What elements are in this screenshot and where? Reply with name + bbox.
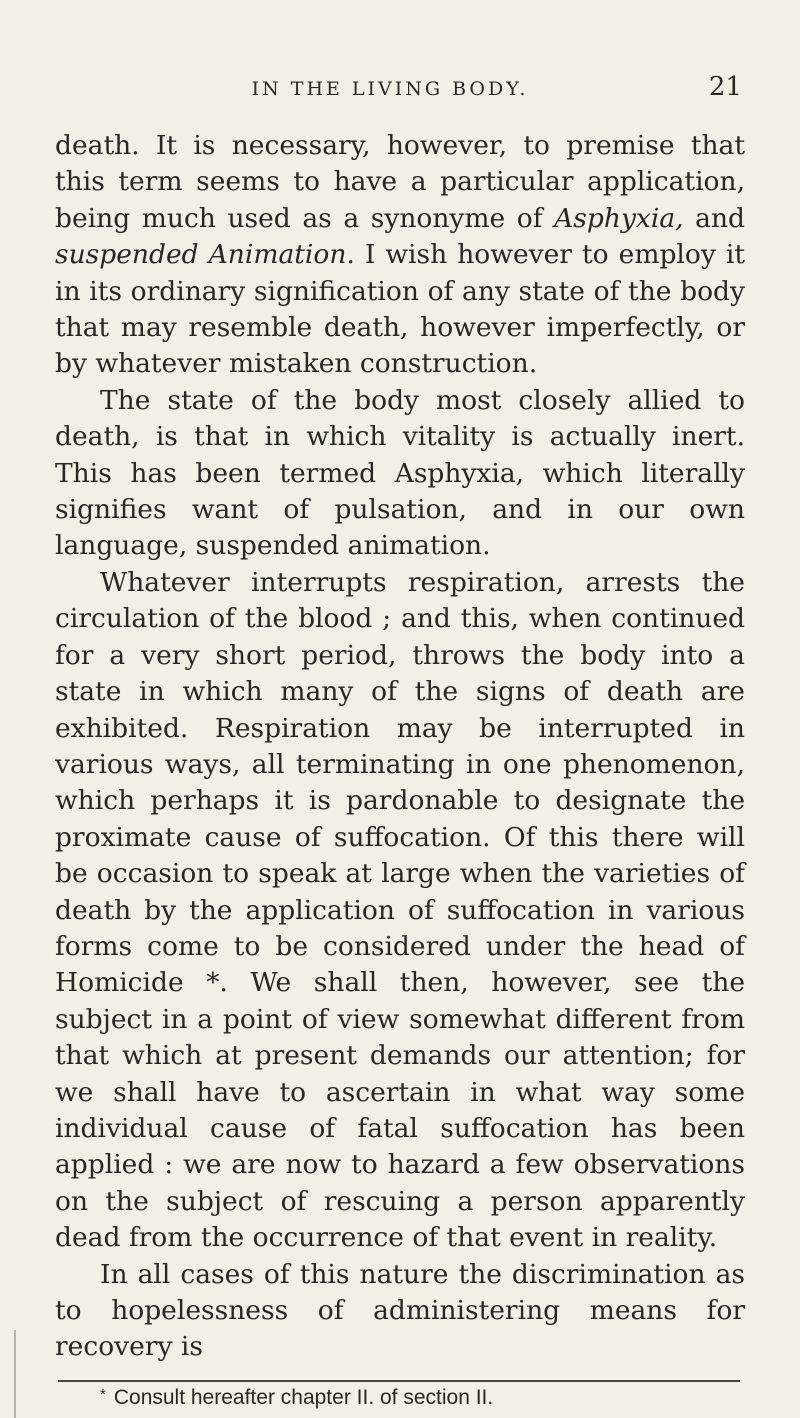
paragraph-1-text-b: and — [683, 202, 745, 234]
paragraph-1-text-a: death. It is necessary, however, to premise that this term seems to have a particular application, being much used as a synonyme of — [55, 130, 745, 234]
term-suspended-animation: suspended Animation. — [55, 239, 355, 271]
paragraph-2: The state of the body most closely allied to death, is that in which vitality is actually inert. This has been termed Asphyxia, which literally signifies want of pulsation, and in our own language, suspended animation. — [55, 384, 745, 562]
paragraph-1 — [55, 128, 745, 383]
paragraph-4: In all cases of this nature the discrimination as to hopelessness of administering means for recovery is — [55, 1258, 745, 1363]
running-head: IN THE LIVING BODY. — [251, 78, 529, 100]
footnote-marker: * — [100, 1386, 106, 1403]
paragraph-1-text-c: I wish however to employ it in its ordinary signification of any state of the body that may resemble death, however imperfectly, or by whatever mistaken construction. — [55, 239, 745, 380]
footnote-rule — [58, 1380, 740, 1382]
term-asphyxia: Asphyxia, — [554, 202, 684, 234]
page-number: 21 — [708, 72, 742, 102]
footnote-text: Consult hereafter chapter II. of section II. — [113, 1386, 494, 1409]
body-text — [55, 128, 745, 1366]
footnote — [100, 1386, 740, 1410]
paragraph-3: Whatever interrupts respiration, arrests the circulation of the blood ; and this, when continued for a very short period, throws the body into a state in which many of the signs of death are exhibited. Respiration may be interrupted in various ways, all terminating in one phenomenon, which perhaps it is pardonable to designate the proximate cause of suffocation. Of this there will be occasion to speak at large when the varieties of death by the application of suffocation in various forms come to be considered under the head of Homicide *. We shall then, however, see the subject in a point of view somewhat different from that which at present demands our attention; for we shall have to ascertain in what way some individual cause of fatal suffocation has been applied : we are now to hazard a few observations on the subject of rescuing a person apparently dead from the occurrence of that event in reality. — [55, 566, 745, 1254]
page-edge-mark — [14, 1330, 16, 1418]
